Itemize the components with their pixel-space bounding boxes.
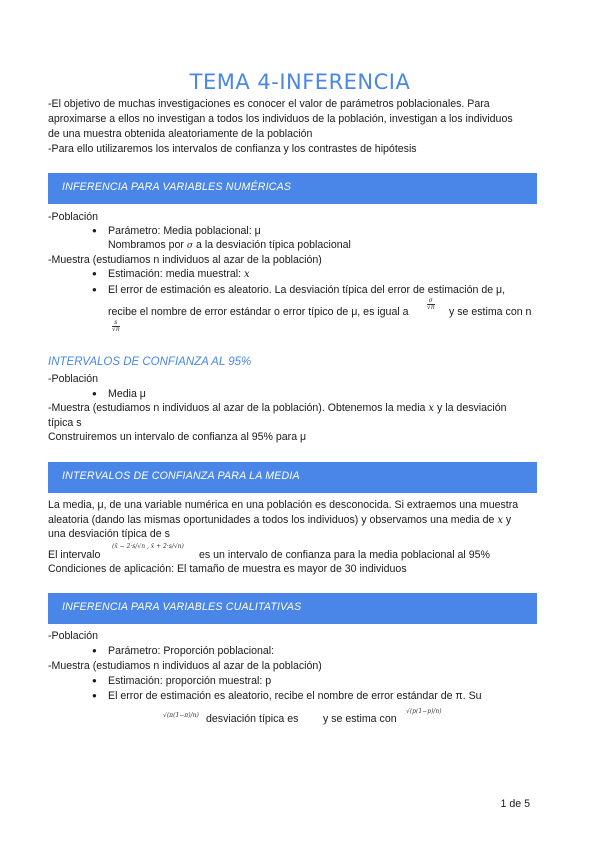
error-standard-formula: $\frac{\sigma}{√n}$ [427, 297, 435, 311]
estimacion-formula: √(p(1−p)/n) [406, 708, 442, 715]
bullet-icon: ● [92, 285, 97, 294]
poblacion-label: -Población [48, 211, 99, 223]
param-media: Parámetro: Media poblacional: μ [108, 225, 261, 237]
section-header-ic-media [48, 462, 537, 493]
estimacion-proporcion: Estimación: proporción muestral: p [108, 675, 272, 687]
error-proporcion-line: El error de estimación es aleatorio, recibe el nombre de error estándar de π. Su [108, 690, 482, 702]
poblacion-label: -Población [48, 373, 99, 385]
condiciones-line: Condiciones de aplicación: El tamaño de muestra es mayor de 30 individuos [48, 563, 407, 575]
muestra-line-2: típica s [48, 417, 82, 429]
media-mu: Media μ [108, 388, 146, 400]
bullet-icon: ● [92, 269, 97, 278]
intro-line-2: aproximarse a ellos no investigan a todos los individuos de la población, investigan a los individuos [48, 113, 513, 125]
estima-label: y se estima con [323, 713, 397, 725]
ic-media-line-2: aleatoria (dando las mismas oportunidades a todos los individuos) y observamos una media de x y [48, 514, 512, 526]
error-estimate-formula: $\frac{s}{√n}$ [112, 319, 120, 333]
bullet-icon: ● [92, 389, 97, 398]
intervalo-formula: (x̄ − 2·s/√n , x̄ + 2·s/√n) [112, 543, 184, 550]
construiremos-line: Construiremos un intervalo de confianza al 95% para μ [48, 431, 307, 443]
intervalo-label: El intervalo [48, 549, 101, 561]
muestra-line-1: -Muestra (estudiamos n individuos al azar de la población). Obtenemos la media x y la desviación [48, 402, 507, 414]
section-header-label: INTERVALOS DE CONFIANZA PARA LA MEDIA [62, 470, 300, 482]
intro-line-3: de una muestra obtenida aleatoriamente de la población [48, 128, 313, 140]
bullet-icon: ● [92, 646, 97, 655]
estimacion-media: Estimación: media muestral: x [108, 268, 250, 280]
page-title: TEMA 4-INFERENCIA [189, 70, 411, 94]
ic-media-line-1: La media, μ, de una variable numérica en una población es desconocida. Si extraemos una muestra [48, 499, 519, 511]
desviacion-formula: √(π(1−π)/n) [163, 712, 199, 719]
error-line-1: El error de estimación es aleatorio. La desviación típica del error de estimación de μ, [108, 284, 506, 296]
error-line-2: recibe el nombre de error estándar o error típico de μ, es igual a [108, 306, 409, 318]
poblacion-label: -Población [48, 630, 99, 642]
intervalo-description: es un intervalo de confianza para la media poblacional al 95% [199, 549, 490, 561]
bullet-icon: ● [92, 226, 97, 235]
error-line-2-end: y se estima con n [449, 306, 532, 318]
ic-media-line-3: una desviación típica de s [48, 528, 170, 540]
subheading-ic95: INTERVALOS DE CONFIANZA AL 95% [48, 356, 252, 368]
bullet-icon: ● [92, 676, 97, 685]
section-header-cualitativas [48, 593, 537, 624]
intro-line-4: -Para ello utilizaremos los intervalos de confianza y los contrastes de hipótesis [48, 143, 417, 155]
muestra-label: -Muestra (estudiamos n individuos al azar de la población) [48, 660, 322, 672]
muestra-label: -Muestra (estudiamos n individuos al azar de la población) [48, 254, 322, 266]
desviacion-label: desviación típica es [206, 713, 299, 725]
page-number: 1 de 5 [500, 798, 530, 810]
param-proporcion: Parámetro: Proporción poblacional: [108, 645, 275, 657]
intro-line-1: -El objetivo de muchas investigaciones es conocer el valor de parámetros poblacionales. Para [48, 98, 490, 110]
bullet-icon: ● [92, 691, 97, 700]
section-header-label: INFERENCIA PARA VARIABLES CUALITATIVAS [62, 601, 302, 613]
section-header-numericas [48, 173, 537, 204]
nombramos-line: Nombramos por σ a la desviación típica poblacional [108, 239, 351, 251]
section-header-label: INFERENCIA PARA VARIABLES NUMÉRICAS [62, 181, 292, 193]
